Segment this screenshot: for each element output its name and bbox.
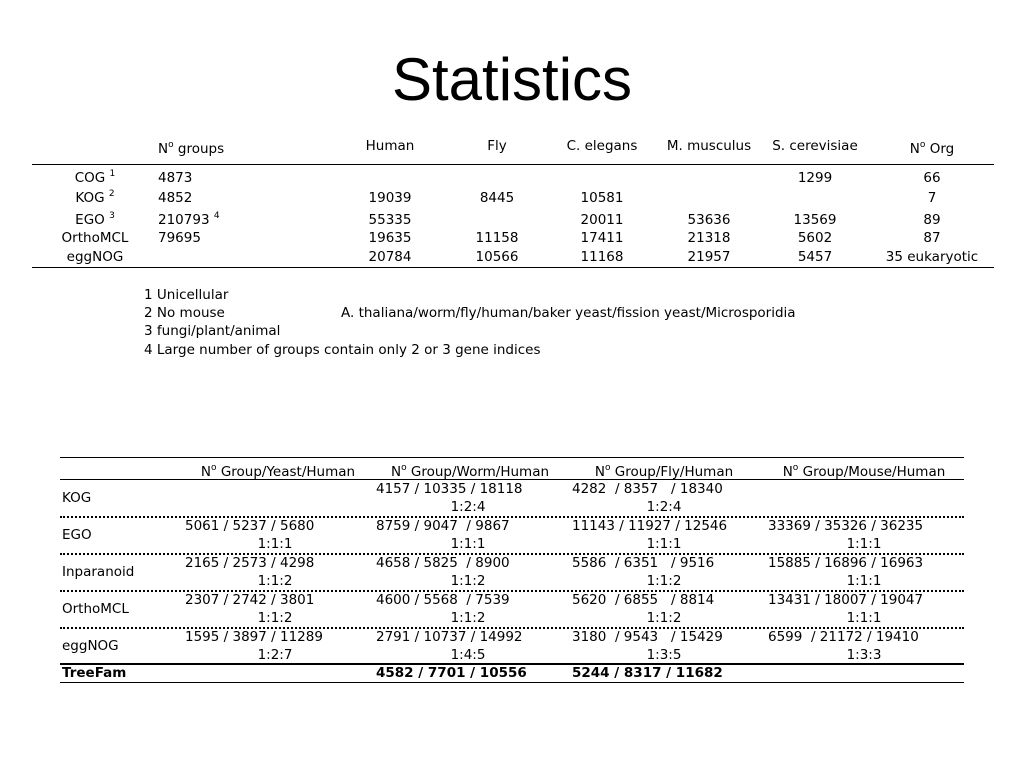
cell-yeast-counts: 5061 / 5237 / 5680 (185, 518, 315, 534)
footnote: 2 No mouse (144, 305, 225, 321)
cell-fly-ratio: 1:1:1 (646, 536, 682, 552)
cell-mouse-ratio: 1:1:1 (846, 536, 882, 552)
cell-groups: 210793 $^4$ (158, 211, 220, 228)
cell-worm-ratio: 1:1:1 (450, 536, 486, 552)
cell-org: 87 (923, 230, 941, 246)
table-rule-bottom (32, 267, 994, 268)
cell-fly-counts: 3180 / 9543 / 15429 (572, 629, 723, 645)
footnote: 1 Unicellular (144, 287, 229, 303)
cell-worm-counts: 8759 / 9047 / 9867 (376, 518, 510, 534)
row-label: COG $^1$ (74, 169, 116, 186)
cell-worm-counts: 4600 / 5568 / 7539 (376, 592, 510, 608)
ratio-rule-header (60, 479, 964, 480)
cell-mouse-ratio: 1:3:3 (846, 647, 882, 663)
cell-yeast-ratio: 1:1:1 (257, 536, 293, 552)
cell-mouse-counts: 6599 / 21172 / 19410 (768, 629, 919, 645)
footnote: 3 fungi/plant/animal (144, 323, 281, 339)
row-label: eggNOG (66, 249, 124, 265)
cell-elegans: 10581 (580, 190, 624, 206)
col-header-elegans: C. elegans (566, 138, 638, 154)
cell-human: 55335 (368, 212, 412, 228)
cell-elegans: 20011 (580, 212, 624, 228)
cell-mouse-ratio: 1:1:1 (846, 573, 882, 589)
cell-cerevisiae: 5457 (797, 249, 833, 265)
cell-elegans: 11168 (580, 249, 624, 265)
ratio-rule-bottom (60, 682, 964, 683)
col-header-cerevisiae: S. cerevisiae (772, 138, 858, 154)
col-header-human: Human (365, 138, 415, 154)
cell-worm-counts: 4157 / 10335 / 18118 (376, 481, 523, 497)
cell-org: 35 eukaryotic (885, 249, 979, 265)
footnote-extra: A. thaliana/worm/fly/human/baker yeast/fission yeast/Microsporidia (341, 305, 796, 321)
cell-groups: 4852 (158, 190, 193, 206)
cell-elegans: 17411 (580, 230, 624, 246)
cell-groups: 79695 (158, 230, 201, 246)
page-title: Statistics (391, 46, 633, 113)
cell-cerevisiae: 1299 (797, 170, 833, 186)
cell-org: 89 (923, 212, 941, 228)
cell-worm-ratio: 1:1:2 (450, 610, 486, 626)
cell-org: 66 (923, 170, 941, 186)
cell-worm-ratio: 1:1:2 (450, 573, 486, 589)
cell-yeast-ratio: 1:1:2 (257, 573, 293, 589)
cell-worm-ratio: 1:2:4 (450, 499, 486, 515)
cell-worm-ratio: 1:4:5 (450, 647, 486, 663)
cell-mouse-counts: 33369 / 35326 / 36235 (768, 518, 924, 534)
row-label: eggNOG (62, 638, 119, 654)
cell-fly: 10566 (475, 249, 519, 265)
footnote: 4 Large number of groups contain only 2 or 3 gene indices (144, 342, 541, 358)
col-header-fly: $N^o$ Group/Fly/Human (594, 463, 734, 480)
cell-cerevisiae: 13569 (793, 212, 837, 228)
row-label: KOG (62, 490, 92, 506)
cell-fly-counts: 11143 / 11927 / 12546 (572, 518, 728, 534)
col-header-mouse: $N^o$ Group/Mouse/Human (782, 463, 946, 480)
row-label: OrthoMCL (62, 601, 129, 617)
cell-fly-ratio: 1:3:5 (646, 647, 682, 663)
cell-mouse-counts: 15885 / 16896 / 16963 (768, 555, 924, 571)
cell-yeast-counts: 2165 / 2573 / 4298 (185, 555, 315, 571)
cell-groups: 4873 (158, 170, 193, 186)
cell-human: 19039 (368, 190, 412, 206)
cell-fly-counts: 4282 / 8357 / 18340 (572, 481, 723, 497)
cell-worm-counts: 2791 / 10737 / 14992 (376, 629, 523, 645)
cell-musculus: 53636 (687, 212, 731, 228)
cell-human: 20784 (368, 249, 412, 265)
cell-yeast-ratio: 1:2:7 (257, 647, 293, 663)
col-header-yeast: $N^o$ Group/Yeast/Human (200, 463, 356, 480)
cell-yeast-ratio: 1:1:2 (257, 610, 293, 626)
cell-worm-counts: 4658 / 5825 / 8900 (376, 555, 510, 571)
cell-fly: 8445 (479, 190, 515, 206)
cell-fly-counts: 5244 / 8317 / 11682 (572, 665, 723, 681)
cell-worm-counts: 4582 / 7701 / 10556 (376, 665, 527, 681)
table-rule-top (32, 164, 994, 165)
cell-fly-ratio: 1:2:4 (646, 499, 682, 515)
cell-fly-counts: 5620 / 6855 / 8814 (572, 592, 715, 608)
row-label: EGO (62, 527, 92, 543)
cell-mouse-counts: 13431 / 18007 / 19047 (768, 592, 924, 608)
col-header-fly: Fly (487, 138, 507, 154)
cell-musculus: 21318 (687, 230, 731, 246)
col-header-groups: $N^o$ groups (158, 140, 225, 157)
cell-musculus: 21957 (687, 249, 731, 265)
cell-yeast-counts: 2307 / 2742 / 3801 (185, 592, 315, 608)
cell-fly: 11158 (475, 230, 519, 246)
cell-mouse-ratio: 1:1:1 (846, 610, 882, 626)
col-header-worm: $N^o$ Group/Worm/Human (390, 463, 550, 480)
cell-fly-counts: 5586 / 6351 / 9516 (572, 555, 715, 571)
cell-fly-ratio: 1:1:2 (646, 610, 682, 626)
row-label: OrthoMCL (61, 230, 129, 246)
col-header-org: $N^o$ Org (909, 140, 955, 157)
row-label: Inparanoid (62, 564, 135, 580)
cell-human: 19635 (368, 230, 412, 246)
col-header-musculus: M. musculus (666, 138, 752, 154)
ratio-rule-top (60, 457, 964, 458)
cell-yeast-counts: 1595 / 3897 / 11289 (185, 629, 323, 645)
cell-cerevisiae: 5602 (797, 230, 833, 246)
row-label: EGO $^3$ (75, 211, 115, 228)
cell-fly-ratio: 1:1:2 (646, 573, 682, 589)
row-label: TreeFam (62, 665, 127, 681)
row-label: KOG $^2$ (75, 189, 115, 206)
cell-org: 7 (927, 190, 937, 206)
